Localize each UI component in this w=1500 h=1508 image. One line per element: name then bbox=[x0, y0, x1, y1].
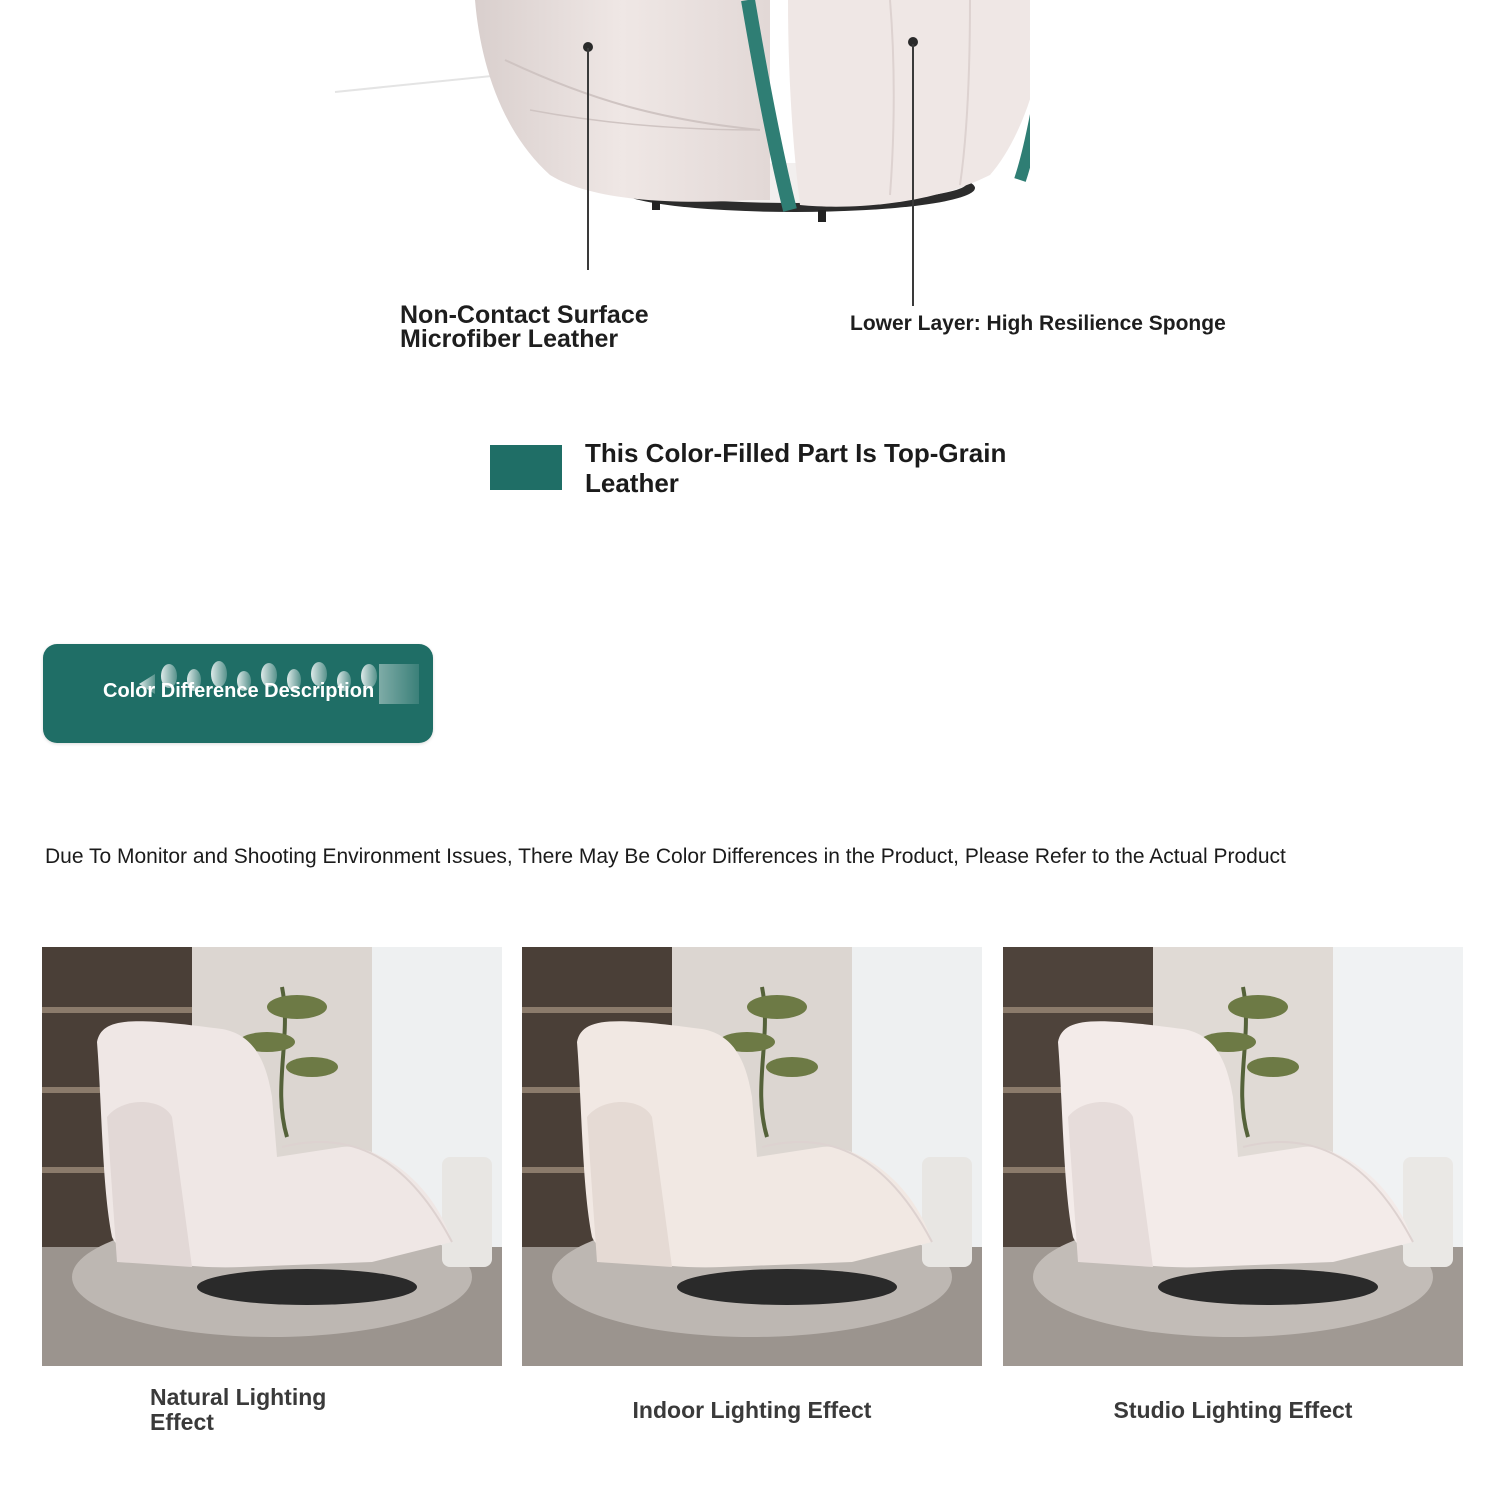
legend-color-swatch bbox=[490, 445, 562, 490]
photo-studio-lighting bbox=[1003, 947, 1463, 1366]
photo-indoor-lighting bbox=[522, 947, 982, 1366]
photo-natural-lighting bbox=[42, 947, 502, 1366]
section-badge bbox=[43, 644, 433, 743]
recliner-room-image bbox=[42, 947, 502, 1366]
recliner-room-image bbox=[1003, 947, 1463, 1366]
callout-line-sponge bbox=[912, 44, 914, 306]
caption-indoor-lighting: Indoor Lighting Effect bbox=[632, 1397, 872, 1423]
caption-studio-lighting: Studio Lighting Effect bbox=[1113, 1397, 1353, 1423]
color-disclaimer-text: Due To Monitor and Shooting Environment Issues, There May Be Color Differences in the Product, Please Refer to the Actual Product bbox=[45, 845, 1286, 868]
legend-text: This Color-Filled Part Is Top-Grain Leather bbox=[585, 438, 1007, 498]
recliner-illustration bbox=[330, 0, 1030, 240]
callout-line-surface bbox=[587, 48, 589, 270]
callout-label-sponge: Lower Layer: High Resilience Sponge bbox=[850, 312, 1226, 335]
callout-label-surface: Non-Contact Surface Microfiber Leather bbox=[400, 301, 649, 353]
section-title: Color Difference Description bbox=[103, 680, 375, 702]
caption-natural-lighting: Natural Lighting Effect bbox=[150, 1384, 327, 1435]
recliner-room-image bbox=[522, 947, 982, 1366]
